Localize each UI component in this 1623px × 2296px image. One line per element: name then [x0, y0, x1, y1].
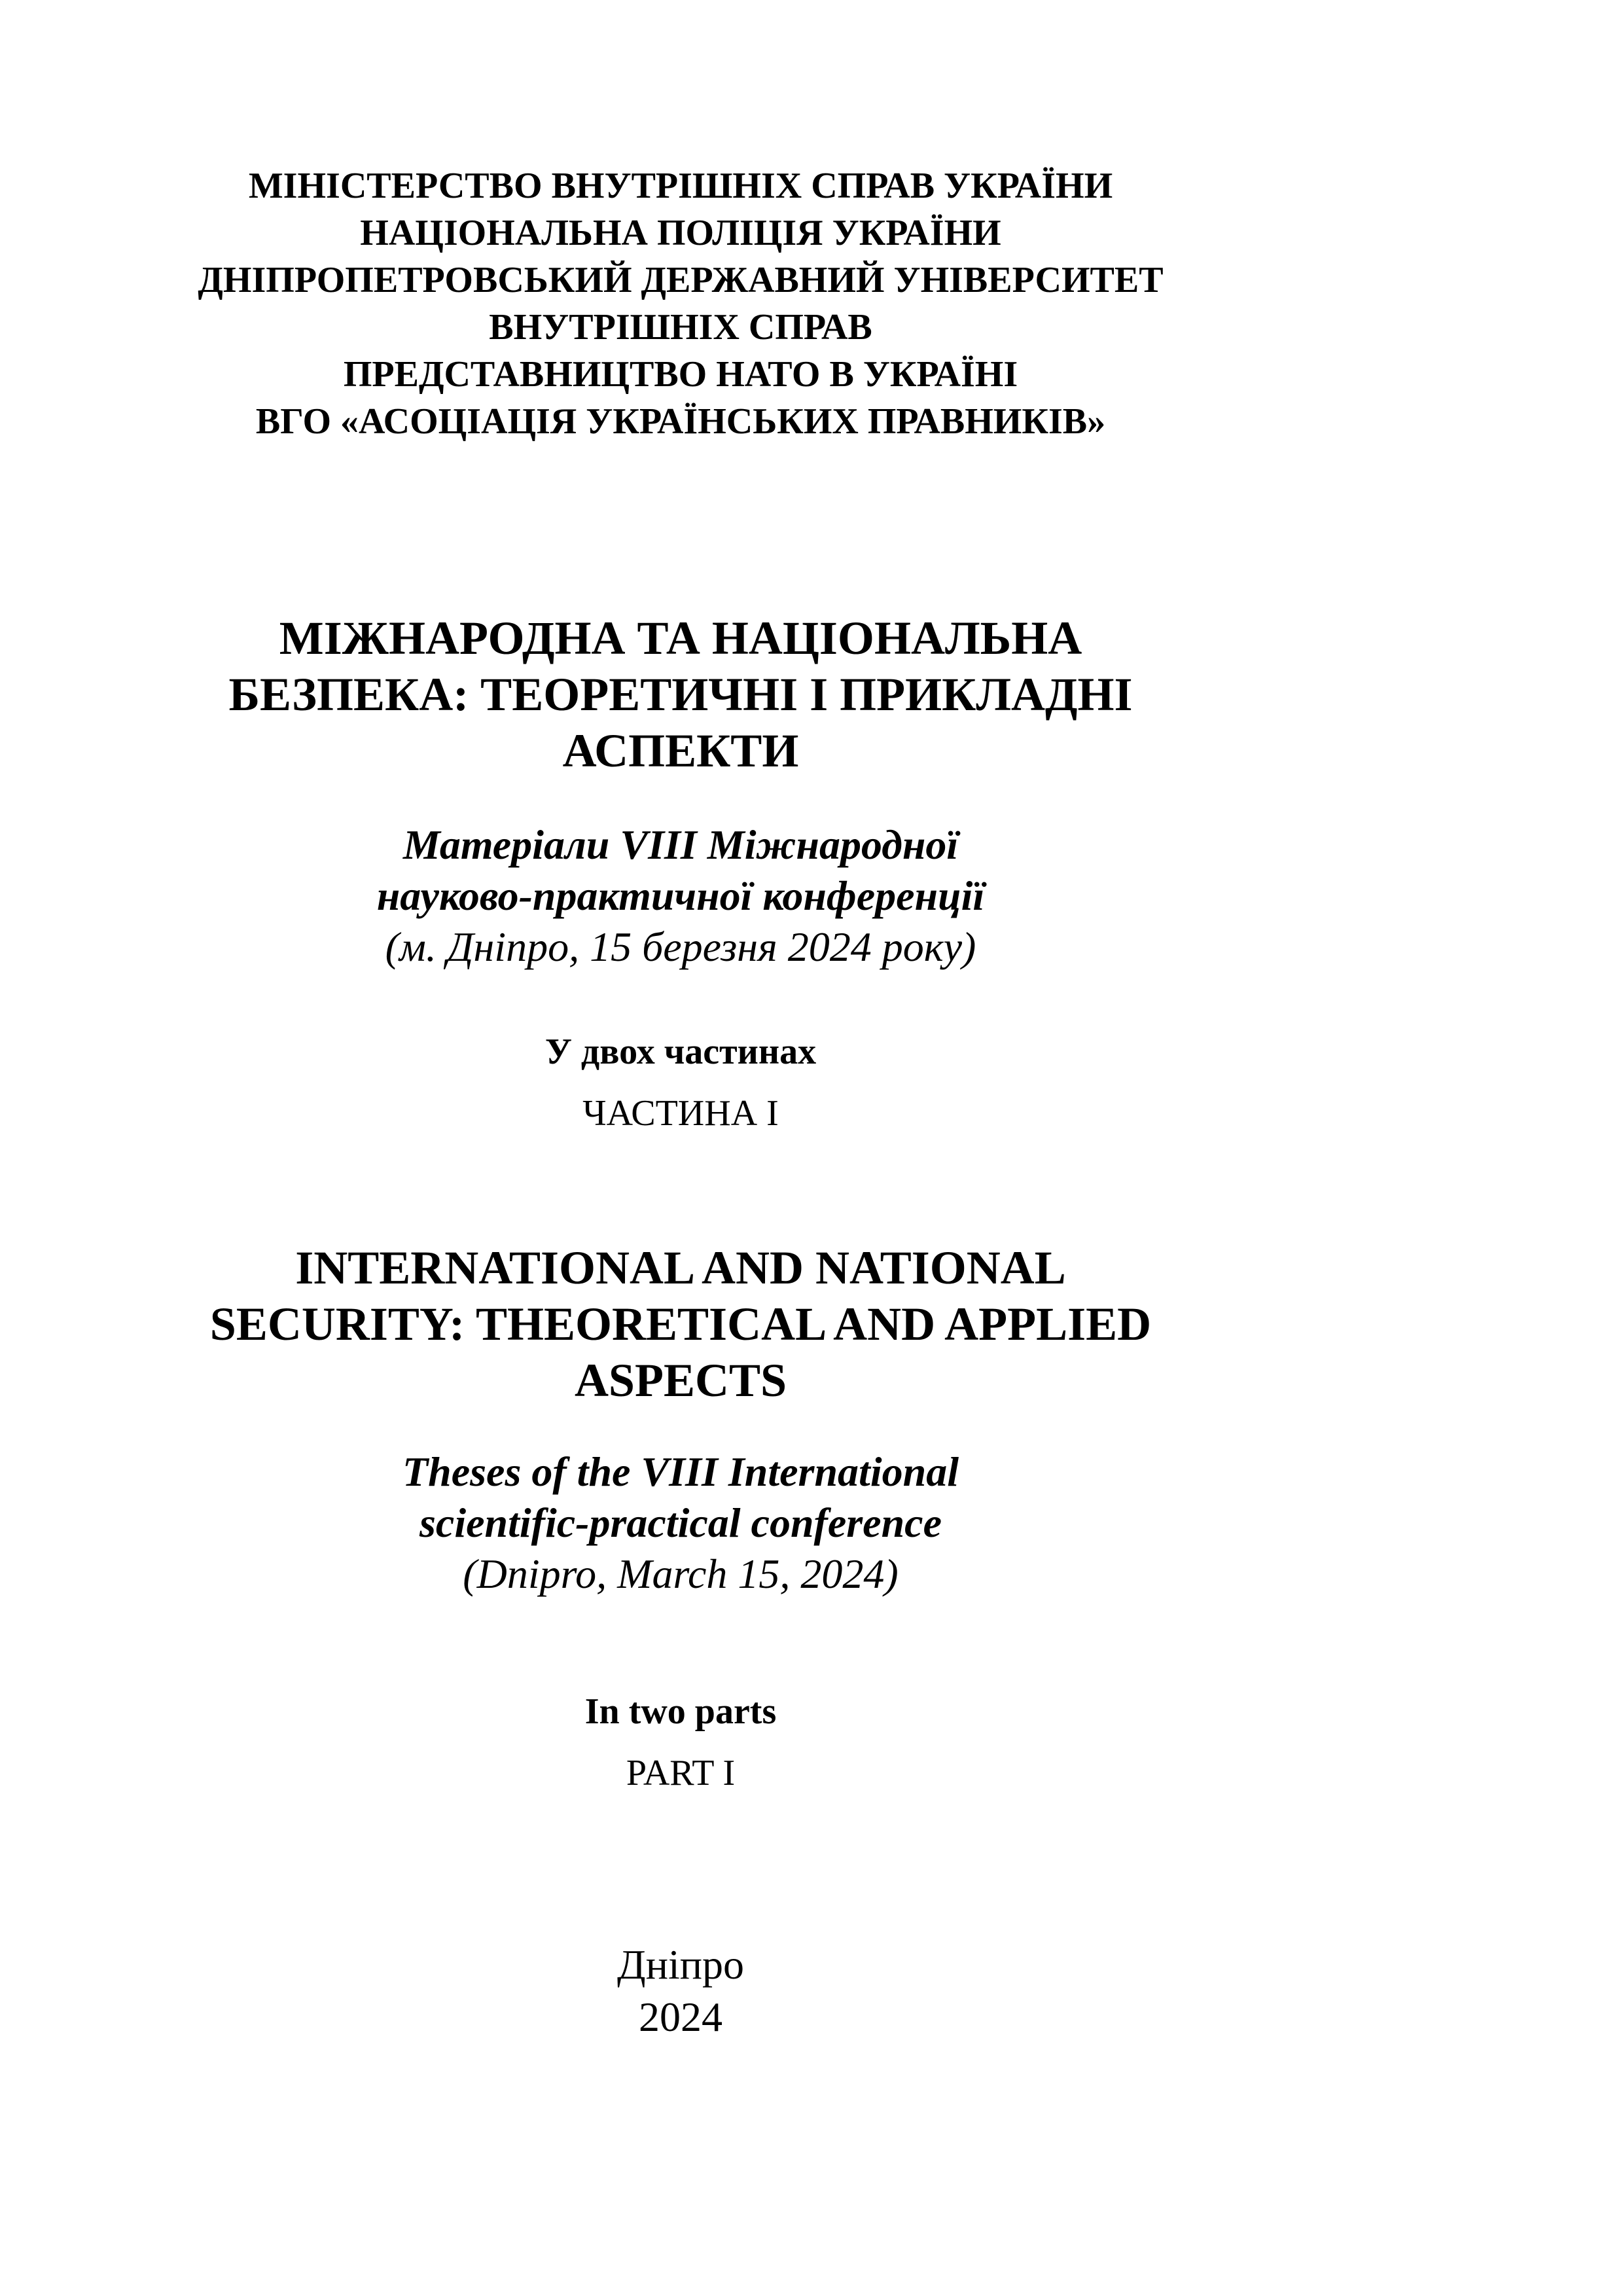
subtitle-ukrainian [118, 819, 1243, 973]
parts-label: У двох частинах [544, 1031, 817, 1072]
place-date: (м. Дніпро, 15 березня 2024 року) [385, 924, 976, 970]
title-line: МІЖНАРОДНА ТА НАЦІОНАЛЬНА [279, 612, 1082, 664]
place-date: (Dnipro, March 15, 2024) [463, 1551, 899, 1597]
title-line: SECURITY: THEORETICAL AND APPLIED [209, 1298, 1152, 1350]
institution-line: МІНІСТЕРСТВО ВНУТРІШНІХ СПРАВ УКРАЇНИ [248, 166, 1113, 206]
subtitle-line: scientific-practical conference [419, 1499, 942, 1546]
title-line: АСПЕКТИ [562, 725, 799, 777]
imprint-year: 2024 [639, 1994, 722, 2040]
title-line: БЕЗПЕКА: ТЕОРЕТИЧНІ І ПРИКЛАДНІ [228, 668, 1133, 721]
title-ukrainian [118, 610, 1243, 779]
parts-label: In two parts [584, 1691, 777, 1732]
subtitle-line: Матеріали VIII Міжнародної [402, 821, 959, 868]
title-english [118, 1240, 1243, 1408]
institution-line: ПРЕДСТАВНИЦТВО НАТО В УКРАЇНІ [343, 354, 1018, 395]
subtitle-line: Theses of the VIII International [402, 1448, 959, 1495]
imprint-city: Дніпро [617, 1941, 744, 1988]
subtitle-english [118, 1446, 1243, 1600]
title-line: INTERNATIONAL AND NATIONAL [295, 1242, 1066, 1294]
subtitle-line: науково-практичної конференції [376, 872, 985, 919]
institutions-header [118, 162, 1243, 445]
part-number: PART I [626, 1753, 736, 1793]
institution-line: НАЦІОНАЛЬНА ПОЛІЦІЯ УКРАЇНИ [360, 213, 1001, 253]
parts-ukrainian [118, 1021, 1243, 1144]
parts-english [118, 1681, 1243, 1804]
title-line: ASPECTS [574, 1354, 787, 1407]
institution-line: ВГО «АСОЦІАЦІЯ УКРАЇНСЬКИХ ПРАВНИКІВ» [255, 401, 1106, 442]
imprint [118, 1939, 1243, 2043]
part-number: ЧАСТИНА І [582, 1093, 779, 1134]
institution-line: ДНІПРОПЕТРОВСЬКИЙ ДЕРЖАВНИЙ УНІВЕРСИТЕТ [198, 260, 1164, 300]
institution-line: ВНУТРІШНІХ СПРАВ [489, 307, 872, 348]
